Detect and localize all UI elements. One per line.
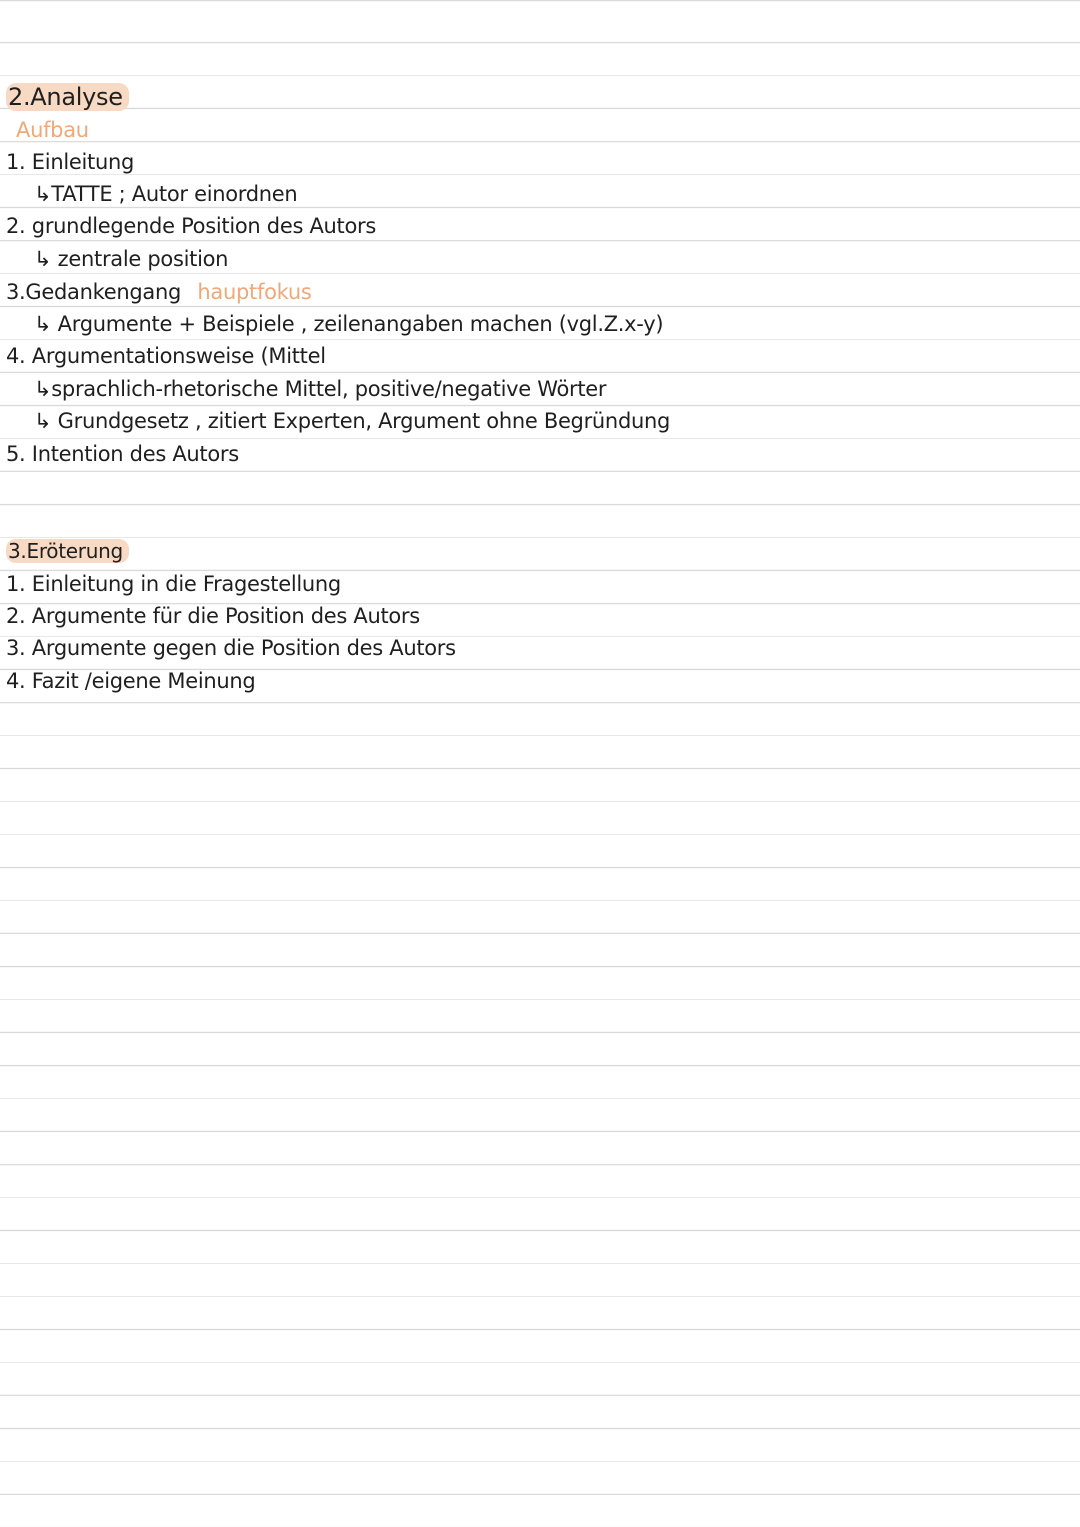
analyse-item-1: 1. Einleitung [6, 150, 134, 174]
analyse-subheading: Aufbau [16, 118, 89, 142]
analyse-heading [6, 84, 129, 110]
analyse-item-4: 4. Argumentationsweise (Mittel [6, 344, 326, 368]
analyse-subitem-3: ↳ Argumente + Beispiele , zeilenangaben machen (vgl.Z.x-y) [34, 312, 664, 336]
eroerterung-heading-text: 3.Eröterung [6, 539, 129, 563]
analyse-item-2: 2. grundlegende Position des Autors [6, 214, 377, 238]
analyse-subitem-2: ↳ zentrale position [34, 247, 229, 271]
analyse-subitem-4b: ↳ Grundgesetz , zitiert Experten, Argument ohne Begründung [34, 409, 671, 433]
analyse-heading-text: 2.Analyse [6, 83, 129, 111]
analyse-item-3-text: 3.Gedankengang [6, 280, 182, 304]
eroerterung-item-3: 3. Argumente gegen die Position des Autors [6, 636, 456, 660]
analyse-subitem-4a: ↳sprachlich-rhetorische Mittel, positive/negative Wörter [34, 377, 607, 401]
eroerterung-item-1: 1. Einleitung in die Fragestellung [6, 572, 341, 596]
eroerterung-heading [6, 538, 129, 564]
eroerterung-item-4: 4. Fazit /eigene Meinung [6, 669, 256, 693]
analyse-item-5: 5. Intention des Autors [6, 442, 239, 466]
analyse-subitem-1: ↳TATTE ; Autor einordnen [34, 182, 298, 206]
eroerterung-item-2: 2. Argumente für die Position des Autors [6, 604, 420, 628]
analyse-item-3 [6, 279, 311, 305]
hauptfokus-note: hauptfokus [197, 280, 312, 304]
